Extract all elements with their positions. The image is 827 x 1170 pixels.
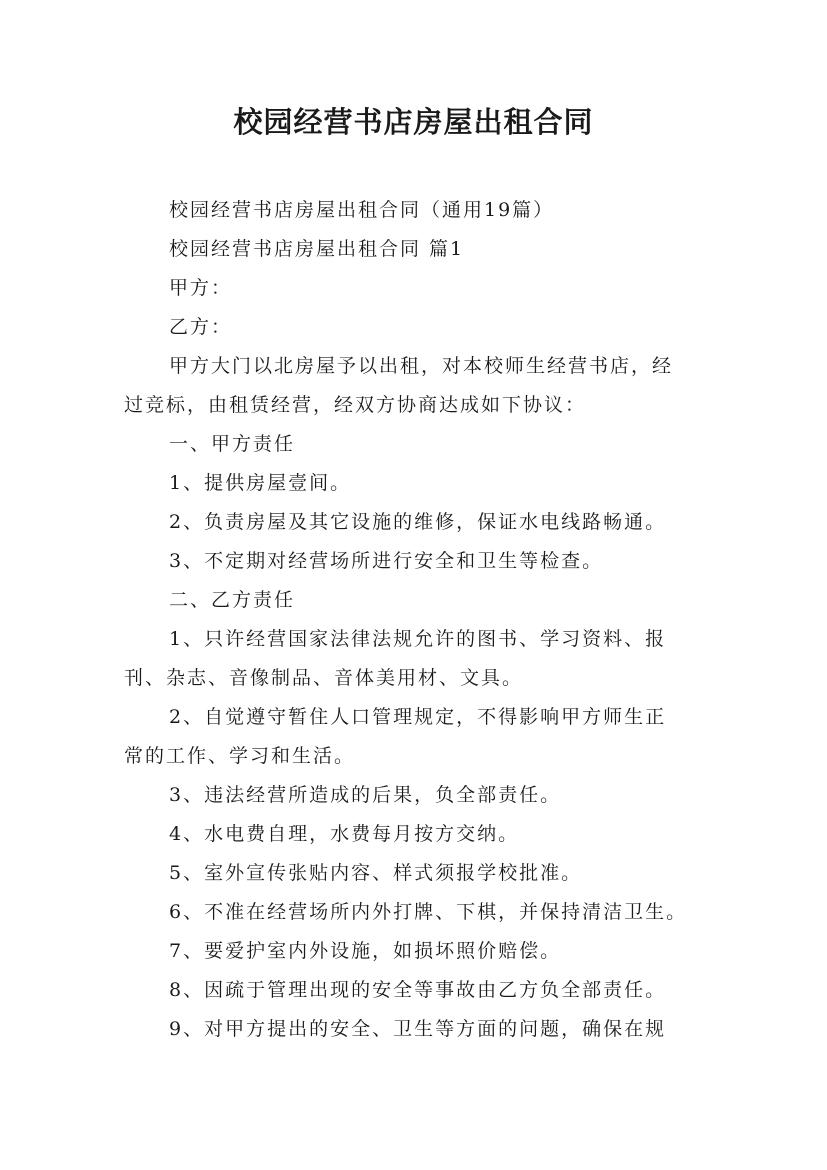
paragraph-b-item-7: 7、要爱护室内外设施，如损坏照价赔偿。 (169, 940, 562, 962)
paragraph-b-item-5: 5、室外宣传张贴内容、样式须报学校批准。 (169, 862, 583, 884)
paragraph-b-item-1-line-2: 刊、杂志、音像制品、音体美用材、文具。 (124, 667, 524, 689)
paragraph-a-item-3: 3、不定期对经营场所进行安全和卫生等检查。 (169, 550, 604, 572)
document-body (0, 191, 827, 1049)
paragraph-b-item-4: 4、水电费自理，水费每月按方交纳。 (169, 823, 520, 845)
paragraph-b-item-9: 9、对甲方提出的安全、卫生等方面的问题，确保在规 (169, 1018, 667, 1040)
paragraph-b-item-2-line-2: 常的工作、学习和生活。 (124, 745, 356, 767)
paragraph-a-item-1: 1、提供房屋壹间。 (169, 472, 352, 494)
paragraph-a-item-2: 2、负责房屋及其它设施的维修，保证水电线路畅通。 (169, 511, 667, 533)
paragraph-b-item-1-line-1: 1、只许经营国家法律法规允许的图书、学习资料、报 (169, 628, 667, 650)
paragraph-b-item-6: 6、不准在经营场所内外打牌、下棋，并保持清洁卫生。 (169, 901, 688, 923)
paragraph-party-b-heading: 二、乙方责任 (169, 589, 296, 611)
paragraph-intro-line-2: 过竞标，由租赁经营，经双方协商达成如下协议： (124, 394, 587, 416)
paragraph-party-a: 甲方： (169, 277, 233, 299)
paragraph-subtitle: 校园经营书店房屋出租合同（通用19篇） (169, 199, 555, 221)
paragraph-section-heading: 校园经营书店房屋出租合同 篇1 (169, 238, 465, 260)
paragraph-party-a-heading: 一、甲方责任 (169, 433, 296, 455)
paragraph-party-b: 乙方： (169, 316, 233, 338)
paragraph-intro-line-1: 甲方大门以北房屋予以出租，对本校师生经营书店，经 (169, 355, 674, 377)
paragraph-b-item-2-line-1: 2、自觉遵守暂住人口管理规定，不得影响甲方师生正 (169, 706, 667, 728)
paragraph-b-item-3: 3、违法经营所造成的后果，负全部责任。 (169, 784, 562, 806)
document-title: 校园经营书店房屋出租合同 (233, 105, 594, 139)
paragraph-b-item-8: 8、因疏于管理出现的安全等事故由乙方负全部责任。 (169, 979, 667, 1001)
